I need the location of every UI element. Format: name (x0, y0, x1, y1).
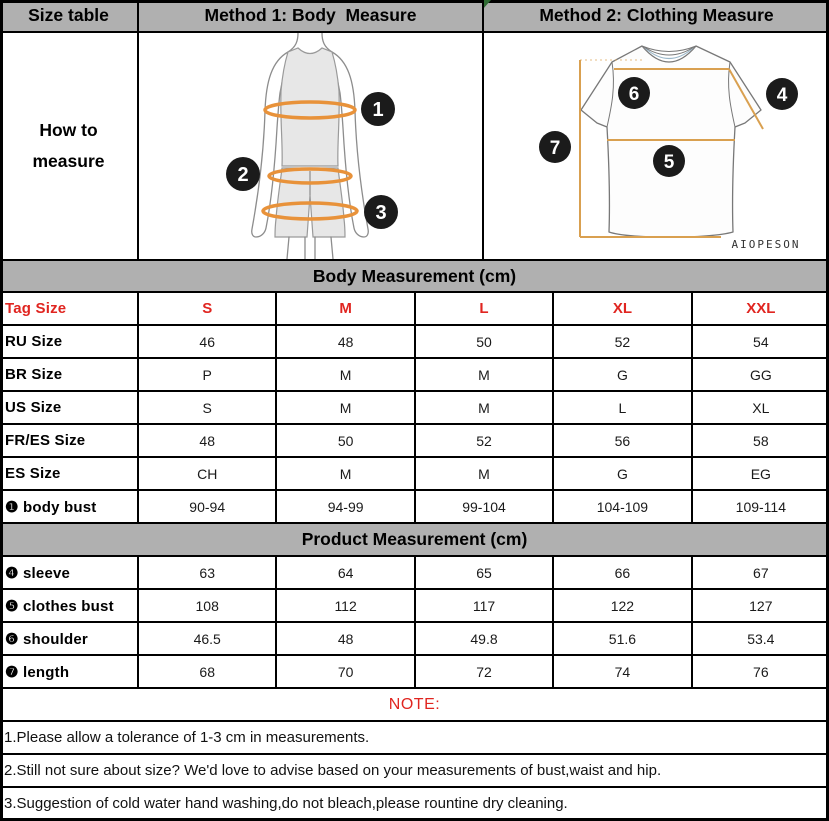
size-value-cell: 90-94 (139, 491, 277, 522)
tag-size-label: Tag Size (0, 293, 139, 324)
size-value-cell: M (277, 392, 415, 423)
body-measure-illustration (139, 33, 484, 259)
size-value-cell: 64 (277, 557, 415, 588)
size-value-cell: M (416, 392, 554, 423)
body-measurement-rows (0, 326, 829, 524)
size-value-cell: 72 (416, 656, 554, 687)
size-value-cell: M (277, 458, 415, 489)
size-value-cell: 94-99 (277, 491, 415, 522)
size-col-xxl: XXL (746, 300, 776, 317)
tshirt-figure-icon (484, 33, 829, 259)
svg-text:4: 4 (776, 85, 788, 106)
row-label: ❼ length (0, 656, 139, 687)
size-value-cell: 127 (749, 597, 773, 614)
size-value-cell: 54 (753, 333, 769, 350)
size-col-l: L (416, 293, 554, 324)
size-value-cell: 122 (554, 590, 692, 621)
corner-flag-icon (484, 0, 491, 9)
size-value-cell: 49.8 (416, 623, 554, 654)
size-value-cell: 109-114 (735, 498, 786, 515)
marker-4-icon (766, 78, 798, 110)
size-value-cell: 48 (139, 425, 277, 456)
size-value-cell: EG (750, 465, 771, 482)
size-value-cell: 65 (416, 557, 554, 588)
svg-text:1: 1 (372, 99, 384, 121)
size-value-cell: 63 (139, 557, 277, 588)
size-value-cell: 52 (416, 425, 554, 456)
size-value-cell: 74 (554, 656, 692, 687)
row-label: BR Size (0, 359, 139, 390)
table-row (0, 623, 829, 656)
row-label: RU Size (0, 326, 139, 357)
size-value-cell: 50 (277, 425, 415, 456)
size-col-xl: XL (554, 293, 692, 324)
size-value-cell: L (554, 392, 692, 423)
marker-6-icon (618, 77, 650, 109)
marker-2-icon (226, 157, 260, 191)
table-row (0, 590, 829, 623)
table-row (0, 359, 829, 392)
table-row (0, 425, 829, 458)
note-item: 2.Still not sure about size? We'd love to advise based on your measurements of bust,waist and hip. (0, 755, 829, 788)
note-title: NOTE: (0, 689, 829, 722)
size-value-cell: 108 (139, 590, 277, 621)
size-value-cell: 99-104 (416, 491, 554, 522)
size-col-s: S (139, 293, 277, 324)
product-measurement-title: Product Measurement (cm) (0, 524, 829, 557)
size-value-cell: 67 (753, 564, 769, 581)
how-to-measure-label: How to measure (32, 119, 105, 171)
brand-watermark: AIOPESON (731, 238, 801, 251)
row-label: ❻ shoulder (0, 623, 139, 654)
method2-header (484, 0, 829, 31)
marker-1-icon (361, 92, 395, 126)
table-row (0, 392, 829, 425)
tag-size-row (0, 293, 829, 326)
row-label: ❺ clothes bust (0, 590, 139, 621)
marker-3-icon (364, 195, 398, 229)
row-label: US Size (0, 392, 139, 423)
svg-text:3: 3 (375, 202, 387, 224)
size-value-cell: P (139, 359, 277, 390)
table-row (0, 326, 829, 359)
size-value-cell: 104-109 (554, 491, 692, 522)
size-value-cell: 117 (416, 590, 554, 621)
size-value-cell: 53.4 (747, 630, 775, 647)
size-value-cell: 58 (753, 432, 769, 449)
corner-header: Size table (0, 0, 139, 31)
size-value-cell: 70 (277, 656, 415, 687)
size-col-m: M (277, 293, 415, 324)
svg-text:5: 5 (663, 152, 675, 173)
size-value-cell: 56 (554, 425, 692, 456)
size-value-cell: G (554, 359, 692, 390)
size-value-cell: 112 (277, 590, 415, 621)
method2-header-label: Method 2: Clothing Measure (539, 5, 774, 25)
size-value-cell: 48 (277, 623, 415, 654)
size-value-cell: 66 (554, 557, 692, 588)
size-value-cell: GG (749, 366, 772, 383)
size-value-cell: 46.5 (139, 623, 277, 654)
note-item: 3.Suggestion of cold water hand washing,do not bleach,please rountine dry cleaning. (0, 788, 829, 821)
row-label: ❹ sleeve (0, 557, 139, 588)
body-figure-icon (139, 33, 482, 259)
marker-5-icon (653, 145, 685, 177)
body-measurement-title: Body Measurement (cm) (0, 261, 829, 293)
table-row (0, 557, 829, 590)
row-label: ES Size (0, 458, 139, 489)
clothing-measure-illustration (484, 33, 829, 259)
svg-text:6: 6 (628, 84, 640, 105)
size-value-cell: 50 (416, 326, 554, 357)
svg-text:2: 2 (237, 164, 249, 186)
size-value-cell: 76 (753, 663, 769, 680)
size-value-cell: M (416, 359, 554, 390)
table-row (0, 656, 829, 689)
svg-text:7: 7 (549, 138, 561, 159)
size-value-cell: 68 (139, 656, 277, 687)
size-value-cell: 51.6 (554, 623, 692, 654)
size-value-cell: XL (752, 399, 770, 416)
size-value-cell: G (554, 458, 692, 489)
method1-header: Method 1: Body Measure (139, 0, 484, 31)
table-row (0, 458, 829, 491)
size-value-cell: CH (139, 458, 277, 489)
size-value-cell: S (139, 392, 277, 423)
note-item: 1.Please allow a tolerance of 1-3 cm in measurements. (0, 722, 829, 755)
size-value-cell: 46 (139, 326, 277, 357)
size-value-cell: 48 (277, 326, 415, 357)
size-value-cell: M (416, 458, 554, 489)
product-measurement-rows (0, 557, 829, 689)
table-row (0, 491, 829, 524)
row-label: FR/ES Size (0, 425, 139, 456)
row-label: ❶ body bust (0, 491, 139, 522)
size-value-cell: 52 (554, 326, 692, 357)
marker-7-icon (539, 131, 571, 163)
note-list (0, 722, 829, 821)
how-to-measure-cell (0, 33, 139, 259)
illustration-row (0, 33, 829, 261)
top-header-row (0, 0, 829, 33)
size-value-cell: M (277, 359, 415, 390)
